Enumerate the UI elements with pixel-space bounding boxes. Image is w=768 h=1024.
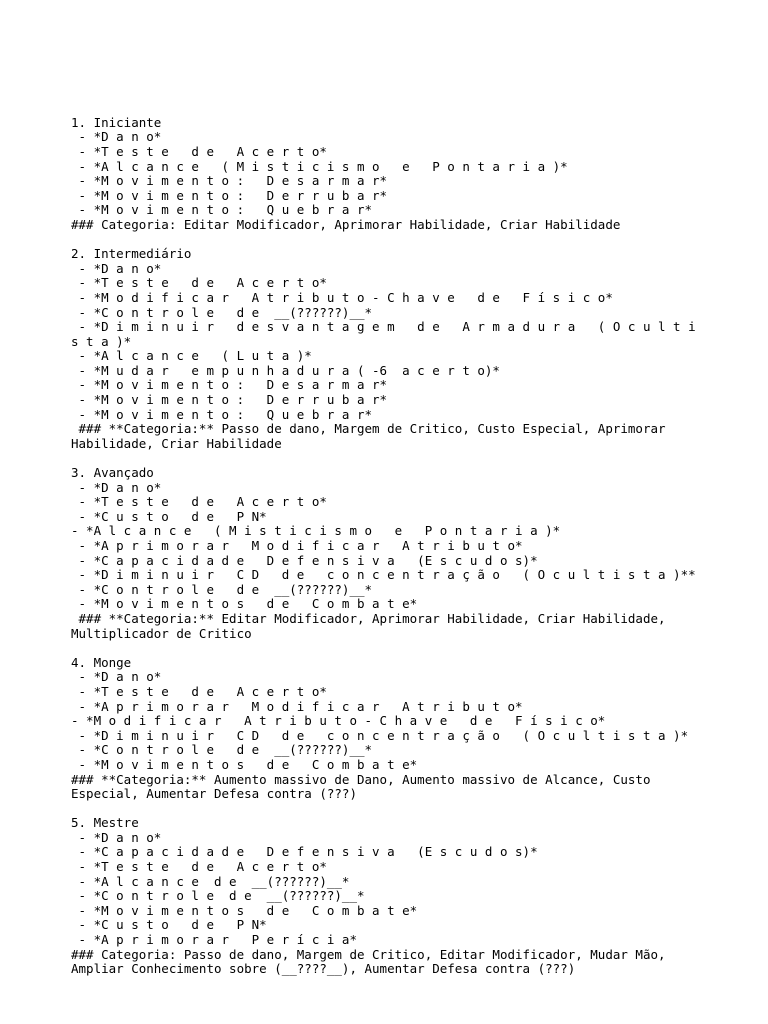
category-line: ### **Categoria:** Passo de dano, Margem de Critico, Custo Especial, Aprimorar xyxy=(71,421,666,437)
category-line: ### **Categoria:** Aumento massivo de Dano, Aumento massivo de Alcance, Custo xyxy=(71,771,651,787)
list-item: - *A l c a n c e d e __(??????)__* xyxy=(71,873,350,889)
list-item: - *M o v i m e n t o : Q u e b r a r* xyxy=(71,406,373,422)
list-item: - *D a n o* xyxy=(71,479,162,495)
list-item: - *D i m i n u i r C D d e c o n c e n t r a ç ã o ( O c u l t i s t a )** xyxy=(71,567,696,583)
list-item: - *T e s t e d e A c e r t o* xyxy=(71,683,327,699)
section-heading: 1. Iniciante xyxy=(71,114,162,130)
list-item: - *M o v i m e n t o : Q u e b r a r* xyxy=(71,202,373,218)
list-item: - *D a n o* xyxy=(71,129,162,145)
section-gap xyxy=(71,451,699,466)
section-heading: 5. Mestre xyxy=(71,815,139,831)
list-item: - *A p r i m o r a r M o d i f i c a r A t r i b u t o* xyxy=(71,698,523,714)
section-3 xyxy=(71,466,699,641)
section-5 xyxy=(71,816,699,977)
document-body xyxy=(71,72,699,977)
list-item: - *T e s t e d e A c e r t o* xyxy=(71,275,327,291)
list-item: - *C o n t r o l e d e __(??????)__* xyxy=(71,304,373,320)
section-heading: 2. Intermediário xyxy=(71,246,192,262)
list-item: - *D a n o* xyxy=(71,829,162,845)
list-item: - *D i m i n u i r d e s v a n t a g e m d e A r m a d u r a ( O c u l t i xyxy=(71,319,696,335)
list-item: - *D a n o* xyxy=(71,669,162,685)
list-item: - *A l c a n c e ( M i s t i c i s m o e P o n t a r i a )* xyxy=(71,158,568,174)
list-item: - *T e s t e d e A c e r t o* xyxy=(71,859,327,875)
list-item: - *D a n o* xyxy=(71,260,162,276)
list-item: - *M o v i m e n t o : D e r r u b a r* xyxy=(71,392,388,408)
section-gap xyxy=(71,802,699,817)
section-1 xyxy=(71,116,699,233)
list-item: - *A l c a n c e ( L u t a )* xyxy=(71,348,312,364)
list-item: - *A p r i m o r a r M o d i f i c a r A t r i b u t o* xyxy=(71,538,523,553)
list-item: - *C o n t r o l e d e __(??????)__* xyxy=(71,742,373,758)
list-item: - *C u s t o d e P N* xyxy=(71,917,267,933)
list-item: - *M o v i m e n t o : D e r r u b a r* xyxy=(71,187,388,203)
section-4 xyxy=(71,656,699,802)
category-line: ### Categoria: Editar Modificador, Aprimorar Habilidade, Criar Habilidade xyxy=(71,216,621,232)
category-line: ### Categoria: Passo de dano, Margem de Critico, Editar Modificador, Mudar Mão, xyxy=(71,946,666,962)
list-item: - *D i m i n u i r C D d e c o n c e n t r a ç ã o ( O c u l t i s t a )* xyxy=(71,727,689,743)
section-2 xyxy=(71,247,699,451)
continuation-line: s t a )* xyxy=(71,333,132,349)
list-item: - *T e s t e d e A c e r t o* xyxy=(71,143,327,159)
list-item: - *C o n t r o l e d e __(??????)__* xyxy=(71,581,373,597)
section-gap xyxy=(71,233,699,248)
list-item: - *M o d i f i c a r A t r i b u t o - C h a v e d e F í s i c o* xyxy=(71,289,613,305)
list-item: - *A p r i m o r a r P e r í c i a* xyxy=(71,932,357,948)
list-item: - *M o v i m e n t o s d e C o m b a t e* xyxy=(71,902,418,918)
list-item: - *C a p a c i d a d e D e f e n s i v a (E s c u d o s)* xyxy=(71,552,538,568)
section-heading: 3. Avançado xyxy=(71,465,154,481)
list-item: - *M o v i m e n t o s d e C o m b a t e* xyxy=(71,756,418,772)
list-item: - *C u s t o d e P N* xyxy=(71,508,267,524)
continuation-line: Multiplicador de Critico xyxy=(71,625,252,641)
list-item: - *M o d i f i c a r A t r i b u t o - C h a v e d e F í s i c o* xyxy=(71,713,606,729)
section-heading: 4. Monge xyxy=(71,654,132,670)
continuation-line: Ampliar Conhecimento sobre (__????__), Aumentar Defesa contra (???) xyxy=(71,961,576,977)
continuation-line: Habilidade, Criar Habilidade xyxy=(71,435,282,451)
list-item: - *C a p a c i d a d e D e f e n s i v a (E s c u d o s)* xyxy=(71,844,538,860)
list-item: - *M u d a r e m p u n h a d u r a ( -6 a c e r t o)* xyxy=(71,362,500,378)
list-item: - *T e s t e d e A c e r t o* xyxy=(71,494,327,510)
category-line: ### **Categoria:** Editar Modificador, Aprimorar Habilidade, Criar Habilidade, xyxy=(71,610,666,626)
list-item: - *M o v i m e n t o s d e C o m b a t e* xyxy=(71,596,418,612)
list-item: - *M o v i m e n t o : D e s a r m a r* xyxy=(71,377,388,393)
section-gap xyxy=(71,641,699,656)
continuation-line: Especial, Aumentar Defesa contra (???) xyxy=(71,786,357,802)
list-item: - *M o v i m e n t o : D e s a r m a r* xyxy=(71,173,388,189)
list-item: - *A l c a n c e ( M i s t i c i s m o e P o n t a r i a )* xyxy=(71,523,561,539)
list-item: - *C o n t r o l e d e __(??????)__* xyxy=(71,888,365,904)
